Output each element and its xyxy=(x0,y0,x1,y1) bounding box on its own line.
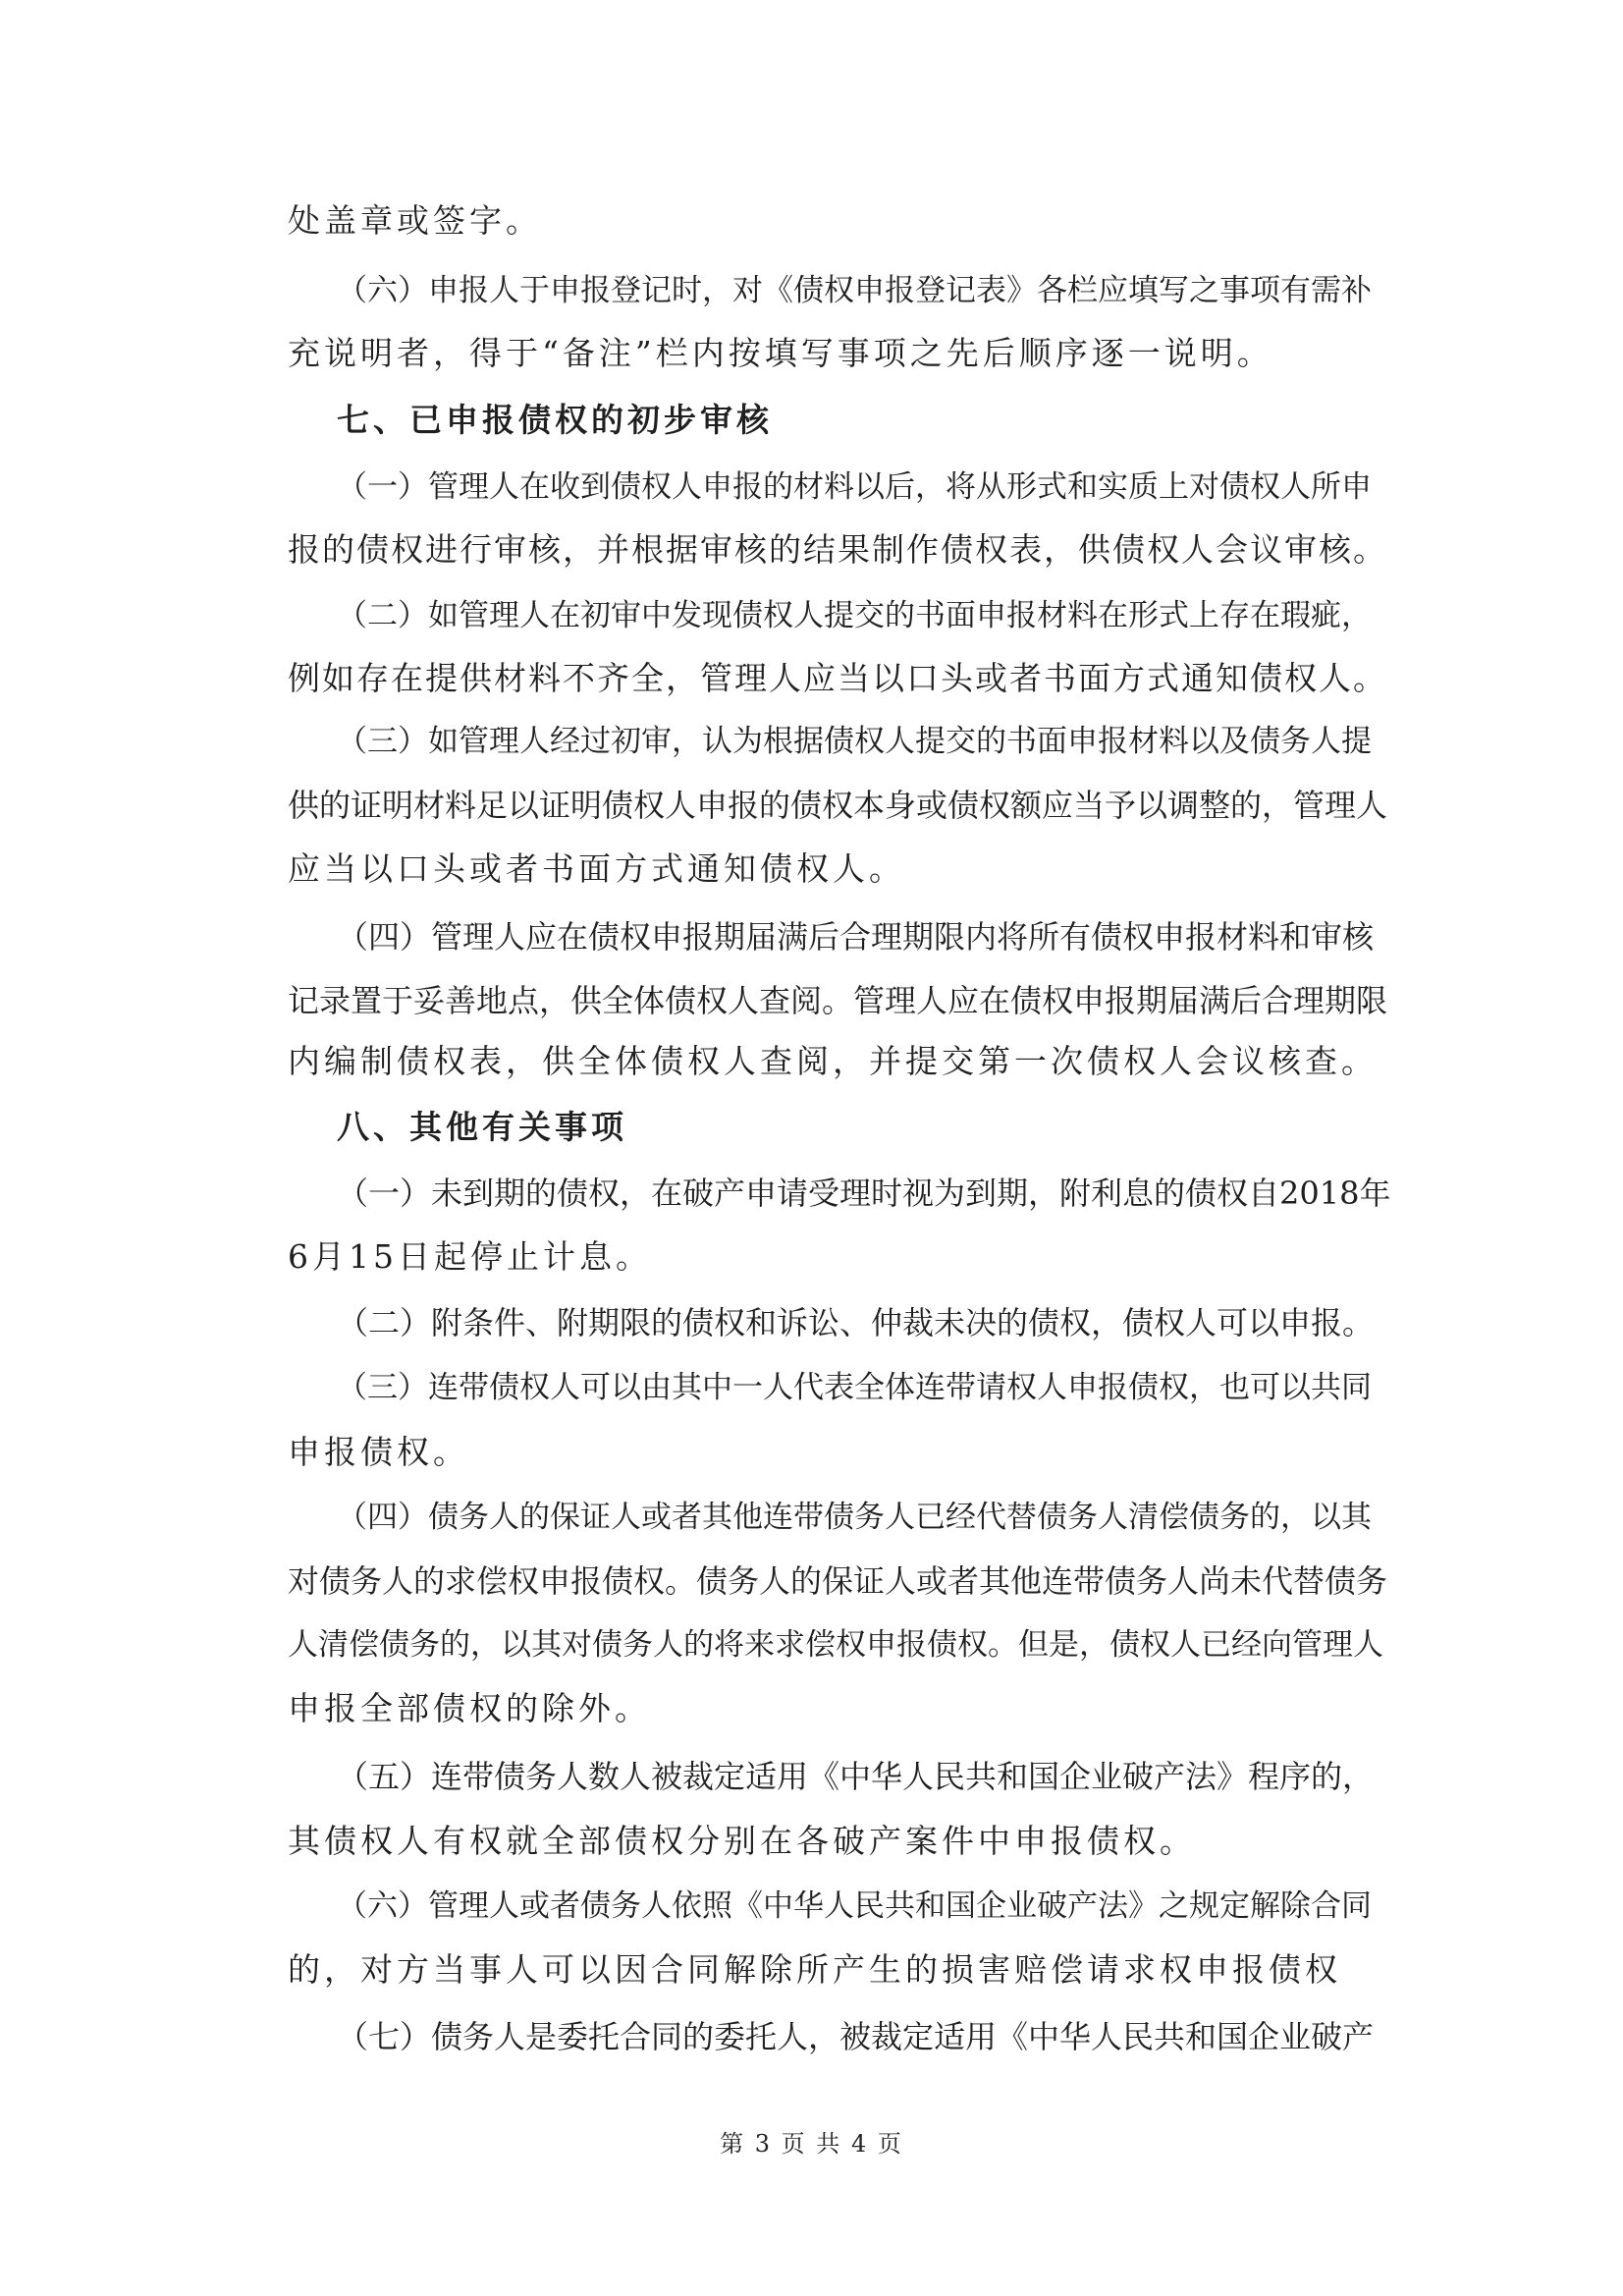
text-line: 应当以口头或者书面方式通知债权人。 xyxy=(288,849,905,888)
text-line: （四）债务人的保证人或者其他连带债务人已经代替债务人清偿债务的，以其 xyxy=(337,1500,1372,1535)
text-line: 充说明者，得于“备注”栏内按填写事项之先后顺序逐一说明。 xyxy=(288,334,1273,372)
text-line: （一）未到期的债权，在破产申请受理时视为到期，附利息的债权自2018年 xyxy=(337,1175,1391,1212)
text-line: 其债权人有权就全部债权分别在各破产案件中申报债权。 xyxy=(288,1822,1196,1860)
text-line: （六）管理人或者债务人依照《中华人民共和国企业破产法》之规定解除合同 xyxy=(337,1888,1372,1924)
section-heading: 八、其他有关事项 xyxy=(337,1108,627,1146)
page-number-footer: 第 3 页 共 4 页 xyxy=(720,2130,903,2158)
text-line: 6月15日起停止计息。 xyxy=(288,1237,652,1276)
text-line: 供的证明材料足以证明债权人申报的债权本身或债权额应当予以调整的，管理人 xyxy=(288,787,1388,824)
text-line: （五）连带债务人数人被裁定适用《中华人民共和国企业破产法》程序的， xyxy=(337,1758,1375,1795)
text-line: （六）申报人于申报登记时，对《债权申报登记表》各栏应填写之事项有需补 xyxy=(337,273,1372,308)
text-line: （二）如管理人在初审中发现债权人提交的书面申报材料在形式上存在瑕疵， xyxy=(337,598,1372,633)
text-line: （四）管理人应在债权申报期届满后合理期限内将所有债权申报材料和审核 xyxy=(337,918,1375,956)
text-line: 例如存在提供材料不齐全，管理人应当以口头或者书面方式通知债权人。 xyxy=(288,659,1387,697)
text-line: 记录置于妥善地点，供全体债权人查阅。管理人应在债权申报期届满后合理期限 xyxy=(288,982,1388,1019)
text-line: 的，对方当事人可以因合同解除所产生的损害赔偿请求权申报债权 xyxy=(288,1950,1341,1989)
text-line: 人清偿债务的，以其对债务人的将来求偿权申报债权。但是，债权人已经向管理人 xyxy=(288,1627,1383,1663)
text-line: 内编制债权表，供全体债权人查阅，并提交第一次债权人会议核查。 xyxy=(288,1042,1378,1080)
text-line: （七）债务人是委托合同的委托人，被裁定适用《中华人民共和国企业破产 xyxy=(337,2018,1375,2055)
text-line: （三）如管理人经过初审，认为根据债权人提交的书面申报材料以及债务人提 xyxy=(337,724,1372,759)
text-line: （一）管理人在收到债权人申报的材料以后，将从形式和实质上对债权人所申 xyxy=(337,469,1372,505)
section-heading: 七、已申报债权的初步审核 xyxy=(337,401,773,439)
text-line: （三）连带债权人可以由其中一人代表全体连带请权人申报债权，也可以共同 xyxy=(337,1370,1372,1405)
text-line: 申报全部债权的除外。 xyxy=(288,1689,651,1727)
text-line: （二）附条件、附期限的债权和诉讼、仲裁未决的债权，债权人可以申报。 xyxy=(337,1304,1375,1341)
text-line: 对债务人的求偿权申报债权。债务人的保证人或者其他连带债务人尚未代替债务 xyxy=(288,1562,1388,1600)
text-line: 处盖章或签字。 xyxy=(288,201,542,240)
text-line: 报的债权进行审核，并根据审核的结果制作债权表，供债权人会议审核。 xyxy=(288,530,1387,569)
text-line: 申报债权。 xyxy=(288,1433,469,1471)
